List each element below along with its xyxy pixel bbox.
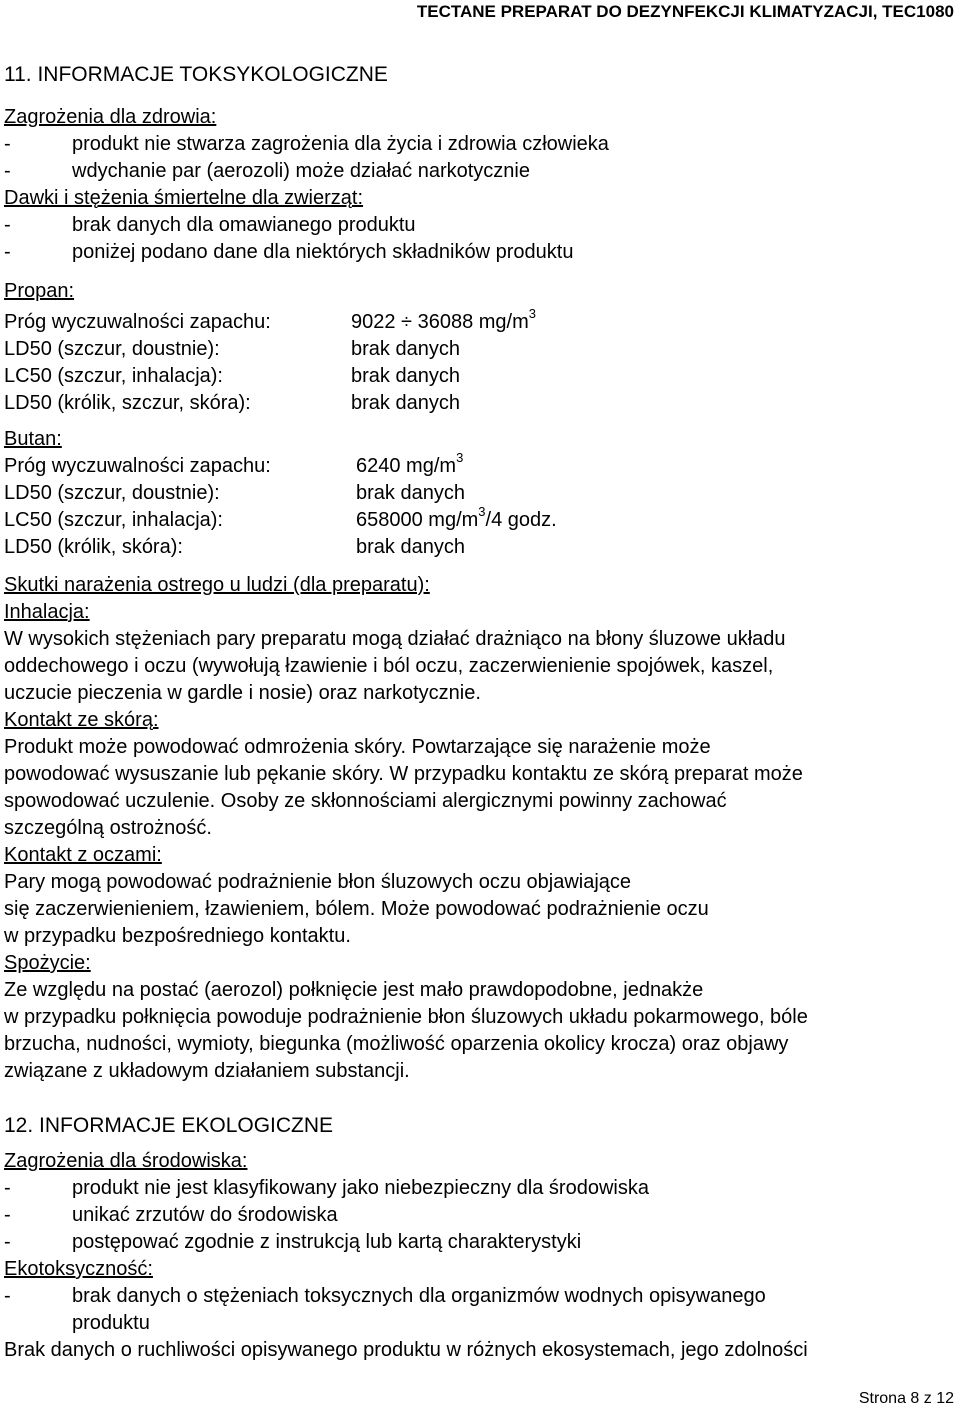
skin-contact-label: Kontakt ze skórą: <box>4 709 159 731</box>
list-item: - unikać zrzutów do środowiska <box>4 1204 338 1226</box>
acute-effects-label: Skutki narażenia ostrego u ludzi (dla preparatu): <box>4 574 430 596</box>
health-hazards-label: Zagrożenia dla zdrowia: <box>4 106 217 128</box>
paragraph-line: Produkt może powodować odmrożenia skóry. Powtarzające się narażenie może <box>4 736 711 758</box>
list-item-continuation: produktu <box>72 1312 150 1334</box>
table-row: Próg wyczuwalności zapachu: 6240 $mg/m^3$ <box>4 450 464 477</box>
paragraph-line: szczególną ostrożność. <box>4 817 212 839</box>
table-row: LD50 (szczur, doustnie): brak danych <box>4 482 465 504</box>
section-12-heading: 12. INFORMACJE EKOLOGICZNE <box>4 1114 334 1137</box>
paragraph-line: brzucha, nudności, wymioty, biegunka (możliwość oparzenia okolicy krocza) oraz objawy <box>4 1033 789 1055</box>
table-row: LD50 (królik, szczur, skóra): brak danych <box>4 392 460 414</box>
paragraph-line: Brak danych o ruchliwości opisywanego produktu w różnych ekosystemach, jego zdolności <box>4 1339 808 1361</box>
butan-label: Butan: <box>4 428 62 450</box>
list-item: - brak danych dla omawianego produktu <box>4 214 416 236</box>
ingestion-label: Spożycie: <box>4 952 91 974</box>
document-body <box>4 61 956 1364</box>
list-item: - produkt nie jest klasyfikowany jako niebezpieczny dla środowiska <box>4 1177 649 1199</box>
paragraph-line: uczucie pieczenia w gardle i nosie) oraz narkotycznie. <box>4 682 481 704</box>
paragraph-line: oddechowego i oczu (wywołują łzawienie i ból oczu, zaczerwienienie spojówek, kaszel, <box>4 655 774 677</box>
table-row: LD50 (królik, skóra): brak danych <box>4 536 465 558</box>
paragraph-line: w przypadku połknięcia powoduje podrażnienie błon śluzowych układu pokarmowego, bóle <box>4 1006 808 1028</box>
list-item: - poniżej podano dane dla niektórych składników produktu <box>4 241 574 263</box>
paragraph-line: spowodować uczulenie. Osoby ze skłonnościami alergicznymi powinny zachować <box>4 790 727 812</box>
paragraph-line: się zaczerwienieniem, łzawieniem, bólem. Może powodować podrażnienie oczu <box>4 898 709 920</box>
paragraph-line: związane z układowym działaniem substancji. <box>4 1060 410 1082</box>
list-item: - wdychanie par (aerozoli) może działać narkotycznie <box>4 160 530 182</box>
list-item: - produkt nie stwarza zagrożenia dla życia i zdrowia człowieka <box>4 133 609 155</box>
table-row: LD50 (szczur, doustnie): brak danych <box>4 338 460 360</box>
list-item: - brak danych o stężeniach toksycznych dla organizmów wodnych opisywanego <box>4 1285 766 1307</box>
inhalation-label: Inhalacja: <box>4 601 90 623</box>
environment-hazards-label: Zagrożenia dla środowiska: <box>4 1150 248 1172</box>
paragraph-line: Ze względu na postać (aerozol) połknięcie jest mało prawdopodobne, jednakże <box>4 979 704 1001</box>
page-number: Strona 8 z 12 <box>858 1390 954 1407</box>
ecotoxicity-label: Ekotoksyczność: <box>4 1258 153 1280</box>
section-11-heading: 11. INFORMACJE TOKSYKOLOGICZNE <box>4 63 388 86</box>
table-row: Próg wyczuwalności zapachu: 9022 ÷ 36088 $mg/m^3$ <box>4 306 536 333</box>
table-row: LC50 (szczur, inhalacja): 658000 $mg/m^3/4$ godz. <box>4 504 557 531</box>
paragraph-line: powodować wysuszanie lub pękanie skóry. W przypadku kontaktu ze skórą preparat może <box>4 763 803 785</box>
paragraph-line: Pary mogą powodować podrażnienie błon śluzowych oczu objawiające <box>4 871 632 893</box>
paragraph-line: w przypadku bezpośredniego kontaktu. <box>4 925 351 947</box>
list-item: - postępować zgodnie z instrukcją lub kartą charakterystyki <box>4 1231 582 1253</box>
eye-contact-label: Kontakt z oczami: <box>4 844 162 866</box>
document-header: TECTANE PREPARAT DO DEZYNFEKCJI KLIMATYZACJI, TEC1080 <box>416 2 954 21</box>
propan-label: Propan: <box>4 280 75 302</box>
table-row: LC50 (szczur, inhalacja): brak danych <box>4 365 460 387</box>
paragraph-line: W wysokich stężeniach pary preparatu mogą działać drażniąco na błony śluzowe układu <box>4 628 786 650</box>
lethal-doses-label: Dawki i stężenia śmiertelne dla zwierząt: <box>4 187 364 209</box>
